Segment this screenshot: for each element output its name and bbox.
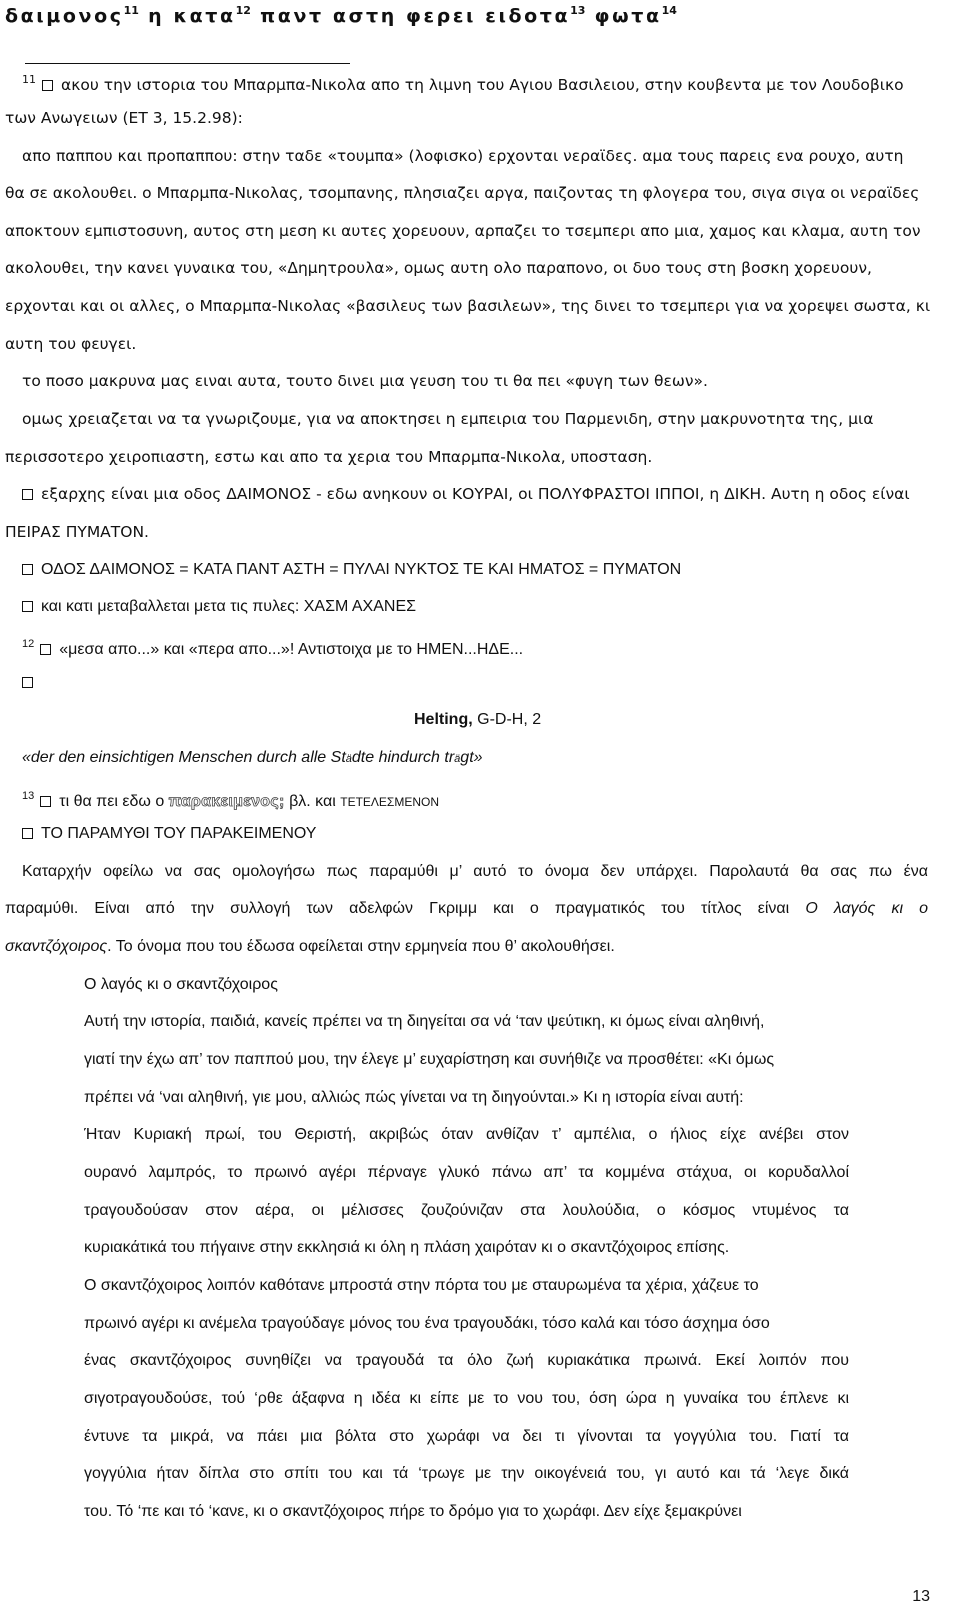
footnote-text-span: ΤΕΤΕΛΕΣΜΕΝΟΝ — [340, 795, 440, 809]
footnote-text: θα σε ακολουθει. ο Μπαρμπα-Νικολας, τσομπανης, πλησιαζει αργα, παιζοντας τη φλογερα του, σιγα σιγα οι νεραϊδες — [5, 184, 920, 202]
story-line: ουρανό λαμπρός, το πρωινό αγέρι πέρναγε γλυκό πάνω απ’ τα κομμένα στάχυα, οι κορυδαλλοί — [84, 1164, 849, 1181]
footnote-ref[interactable]: 13 — [570, 4, 586, 17]
footnote-13-line — [22, 786, 439, 812]
story-title: Ο λαγός κι ο σκαντζόχοιρος — [84, 976, 278, 993]
checkbox-icon — [40, 644, 51, 655]
paragraph-text: παραμύθι. Είναι από την συλλογή των αδελφών Γκριμμ και ο πραγματικός του τίτλος είναι — [5, 900, 790, 917]
footnote-text-span: εξαρχης είναι μια οδος ΔΑΙΜΟΝΟΣ - εδω ανηκουν οι ΚΟΥΡΑΙ, οι ΠΟΛΥΦΡΑΣΤΟΙ ΙΠΠΟΙ, η ΔΙΚΗ. Αυτη η οδος είναι — [41, 485, 910, 503]
heading-word: η κατα — [148, 5, 236, 27]
story-line: Ο σκαντζόχοιρος λοιπόν καθότανε μπροστά στην πόρτα του με σταυρωμένα τα χέρια, χάζευε το — [84, 1277, 759, 1294]
checkbox-icon — [40, 796, 51, 807]
paragraph-line — [5, 899, 928, 919]
footnote-separator — [25, 63, 350, 64]
paragraph-line: Καταρχήν οφείλω να σας ομολογήσω πως παραμύθι μ’ αυτό το όνομα δεν υπάρχει. Παρολαυτά θα σας πω ένα — [22, 863, 928, 880]
quote-part: ä — [345, 753, 352, 765]
footnote-text — [22, 597, 416, 617]
checkbox-icon — [22, 677, 33, 688]
story-line: ένας σκαντζόχοιρος συνηθίζει να τραγουδά τα όλο ζωή κυριακάτικα πρωινά. Εκεί λοιπόν που — [84, 1352, 849, 1369]
story-line: τραγουδούσαν στον αέρα, οι μέλισσες ζουζούνιζαν στα λουλούδια, ο κόσμος ντυμένος τα — [84, 1202, 849, 1219]
quote-part: «der den einsichtigen Menschen durch alle St — [22, 749, 346, 766]
footnote-12-line — [22, 634, 523, 660]
story-line: γιατί την έχω απ’ τον παππού μου, την έλεγε μ’ ευχαρίστηση και συνήθιζε να προσθέτει: «Κι όμως — [84, 1051, 775, 1068]
quote-part: dte hindurch tr — [351, 749, 455, 766]
story-line: Ήταν Κυριακή πρωί, του Θεριστή, ακριβώς όταν ανθίζαν τ’ αμπέλια, ο ήλιος είχε ανέβει στον — [84, 1126, 849, 1143]
story-line: του. Τό ‘πε και τό ‘κανε, κι ο σκαντζόχοιρος πήρε το δρόμο για το χωράφι. Δεν είχε ξεμακρύνει — [84, 1503, 742, 1520]
footnote-text: ακου την ιστορια του Μπαρμπα-Νικολα απο τη λιμνη του Αγιου Βασιλειου, στην κουβεντα με τον Λουδοβικο — [61, 76, 904, 94]
story-line: έντυνε τα μικρά, να πάει μια βόλτα στο χωράφι να δει τι γίνονται τα γογγύλια του. Γιατί τα — [84, 1428, 849, 1445]
paragraph-line — [5, 937, 615, 957]
italic-title: σκαντζόχοιρος — [5, 938, 108, 955]
checkbox-line — [22, 672, 41, 692]
outlined-word: παρακειμενος; — [168, 793, 285, 810]
heading-word: φωτα — [594, 5, 662, 27]
story-line: γογγύλια ήταν δίπλα στο σπίτι του και τά ‘τρωγε με την οικογένειά του, γι αυτό και τά ‘λεγε δικά — [84, 1465, 849, 1482]
italic-title: Ο λαγός κι ο — [805, 900, 928, 917]
footnote-text: ακολουθει, την κανει γυναικα του, «Δημητρουλα», ομως αυτη ολο παραπονο, οι δυο τους στη βοσκη χορευουν, — [5, 259, 872, 277]
quote-part: ä — [454, 753, 461, 765]
footnote-text-span: τι θα πει εδω ο — [59, 793, 165, 810]
citation-author: Helting, — [414, 711, 473, 728]
citation — [414, 710, 541, 730]
page-heading — [5, 4, 677, 27]
footnote-text: αποκτουν εμπιστοσυνη, αυτος στη μεση κι αυτες χορευουν, αρπαζει το τσεμπερι απο μια, χαμος και κλαμα, αυτη τον — [5, 222, 921, 240]
page-number: 13 — [912, 1588, 930, 1605]
footnote-ref[interactable]: 12 — [235, 4, 251, 17]
footnote-text: απο παππου και προπαππου: στην ταδε «τουμπα» (λοφισκο) ερχονται νεραϊδες. αμα τους παρεις ενα ρουχο, αυτη — [22, 147, 904, 165]
footnote-11-line — [22, 70, 904, 95]
german-quote — [22, 748, 483, 769]
footnote-number: 13 — [22, 790, 35, 802]
story-line: πρέπει νά ‘ναι αληθινή, γιε μου, αλλιώς πώς γίνεται να τη διηγούνται.» Κι η ιστορία είναι αυτή: — [84, 1089, 744, 1106]
footnote-number: 11 — [22, 73, 36, 86]
checkbox-icon — [42, 80, 53, 91]
section-title — [22, 824, 316, 844]
footnote-ref[interactable]: 11 — [123, 4, 139, 17]
checkbox-icon — [22, 564, 33, 575]
paragraph-text: . Το όνομα που του έδωσα οφείλεται στην ερμηνεία που θ’ ακολουθήσει. — [107, 938, 615, 955]
heading-word: παντ αστη φερει ειδοτα — [260, 5, 571, 27]
story-line: πρωινό αγέρι κι ανέμελα τραγούδαγε μόνος του ένα τραγουδάκι, τόσο καλά και τόσο άσχημα όσο — [84, 1315, 770, 1332]
footnote-text-span: ΟΔΟΣ ΔΑΙΜΟΝΟΣ = ΚΑΤΑ ΠΑΝΤ ΑΣΤΗ = ΠΥΛΑΙ ΝΥΚΤΟΣ ΤΕ ΚΑΙ ΗΜΑΤΟΣ = ΠΥΜΑΤΟΝ — [41, 561, 682, 578]
citation-ref: G-D-H, 2 — [472, 711, 542, 728]
quote-part: gt» — [460, 749, 483, 766]
story-line: κυριακάτικά του πήγαινε στην εκκλησιά κι όλη η πλάση χαιρόταν κι ο σκαντζόχοιρος επίσης. — [84, 1239, 730, 1256]
footnote-text: ομως χρειαζεται να τα γνωριζουμε, για να αποκτησει η εμπειρια του Παρμενιδη, στην μακρυνοτητα της, μια — [22, 410, 874, 428]
footnote-text: ερχονται και οι αλλες, ο Μπαρμπα-Νικολας «βασιλευς των βασιλεων», της δινει το τσεμπερι για να χορεψει σωστα, κι — [5, 297, 931, 315]
footnote-number: 12 — [22, 638, 35, 650]
section-title-text: ΤΟ ΠΑΡΑΜΥΘΙ ΤΟΥ ΠΑΡΑΚΕΙΜΕΝΟΥ — [41, 825, 317, 842]
story-line: σιγοτραγουδούσε, τού ‘ρθε άξαφνα η ιδέα κι είπε με το νου του, όση ώρα η γυναίκα του έπλενε κι — [84, 1390, 849, 1407]
footnote-text: ΠΕΙΡΑΣ ΠΥΜΑΤΟΝ. — [5, 523, 149, 541]
footnote-ref[interactable]: 14 — [661, 4, 677, 17]
footnote-text-span: και κατι μεταβαλλεται μετα τις πυλες: ΧΑΣΜ ΑΧΑΝΕΣ — [41, 598, 417, 615]
footnote-text: των Ανωγειων (ΕΤ 3, 15.2.98): — [5, 109, 243, 127]
footnote-text: αυτη του φευγει. — [5, 335, 137, 353]
footnote-text-span: «μεσα απο...» και «περα απο...»! Αντιστοιχα με το ΗΜΕΝ...ΗΔΕ... — [59, 641, 524, 658]
checkbox-icon — [22, 601, 33, 612]
footnote-text: περισσοτερο χειροπιαστη, εστω και απο τα χερια του Μπαρμπα-Νικολα, υποσταση. — [5, 448, 653, 466]
footnote-text — [22, 484, 910, 504]
story-line: Αυτή την ιστορία, παιδιά, κανείς πρέπει να τη διηγείται σα νά ‘ταν ψεύτικη, κι όμως είναι αληθινή, — [84, 1013, 765, 1030]
footnote-text-span: βλ. και — [289, 793, 336, 810]
heading-word: δαιμονος — [5, 5, 124, 27]
checkbox-icon — [22, 828, 33, 839]
checkbox-icon — [22, 489, 33, 500]
footnote-text: το ποσο μακρυνα μας ειναι αυτα, τουτο δινει μια γευση του τι θα πει «φυγη των θεων». — [22, 372, 708, 390]
footnote-text — [22, 560, 681, 580]
